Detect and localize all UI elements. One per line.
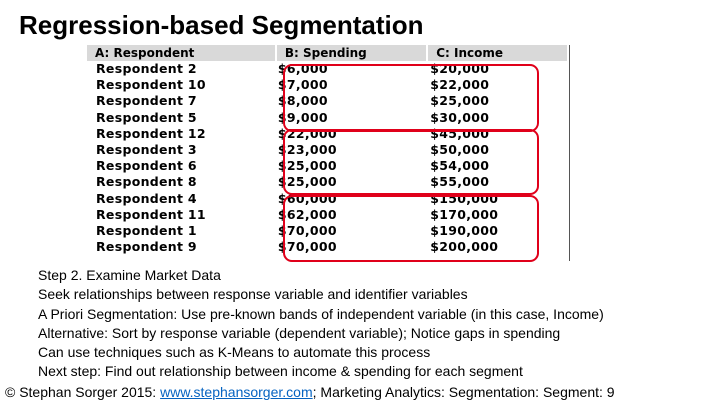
income-cell: $200,000 bbox=[430, 239, 499, 255]
income-cell: $54,000 bbox=[430, 158, 490, 174]
respondent-cell: Respondent 2 bbox=[96, 61, 197, 76]
column-header-respondent: A: Respondent bbox=[87, 45, 276, 61]
body-line-step: Step 2. Examine Market Data bbox=[38, 267, 221, 283]
respondent-cell: Respondent 10 bbox=[96, 77, 206, 93]
segment-highlight-mid bbox=[283, 129, 539, 195]
respondent-cell: Respondent 3 bbox=[96, 142, 197, 158]
table-header-row bbox=[87, 45, 568, 61]
respondent-cell: Respondent 4 bbox=[96, 190, 197, 206]
spending-cell: $70,000 bbox=[277, 239, 337, 255]
spending-cell: $25,000 bbox=[277, 174, 337, 190]
slide-footer bbox=[5, 384, 615, 400]
spending-cell: $70,000 bbox=[277, 223, 337, 239]
spending-cell: $23,000 bbox=[277, 142, 337, 158]
income-cell: $30,000 bbox=[430, 109, 490, 125]
income-cell: $190,000 bbox=[430, 223, 499, 239]
income-cell: $170,000 bbox=[430, 206, 499, 222]
spending-cell: $6,000 bbox=[277, 61, 328, 76]
footer-copyright: © Stephan Sorger 2015: bbox=[5, 384, 161, 400]
respondent-cell: Respondent 12 bbox=[96, 125, 206, 141]
column-header-income: C: Income bbox=[427, 45, 568, 61]
income-cell: $55,000 bbox=[430, 174, 490, 190]
respondent-cell: Respondent 5 bbox=[96, 109, 197, 125]
spending-cell: $7,000 bbox=[277, 77, 328, 93]
respondent-cell: Respondent 7 bbox=[96, 93, 197, 109]
respondent-cell: Respondent 11 bbox=[96, 206, 206, 222]
spending-cell: $8,000 bbox=[277, 93, 328, 109]
spending-cell: $60,000 bbox=[277, 190, 337, 206]
spending-cell: $22,000 bbox=[277, 125, 337, 141]
respondent-cell: Respondent 1 bbox=[96, 223, 197, 239]
spending-cell: $9,000 bbox=[277, 109, 328, 125]
spending-cell: $62,000 bbox=[277, 206, 337, 222]
slide-body bbox=[38, 266, 604, 382]
respondent-cell: Respondent 8 bbox=[96, 174, 197, 190]
body-line-relationships: Seek relationships between response variable and identifier variables bbox=[38, 286, 468, 303]
slide-title: Regression-based Segmentation bbox=[19, 10, 424, 40]
segment-highlight-high bbox=[283, 195, 539, 262]
income-cell: $150,000 bbox=[430, 190, 499, 206]
body-line-alternative: Alternative: Sort by response variable (dependent variable); Notice gaps in spending bbox=[38, 324, 561, 341]
income-cell: $25,000 bbox=[430, 93, 490, 109]
income-cell: $20,000 bbox=[430, 61, 490, 76]
income-cell: $45,000 bbox=[430, 125, 490, 141]
footer-website-link[interactable]: www.stephansorger.com bbox=[160, 384, 313, 400]
column-header-spending: B: Spending bbox=[276, 45, 427, 61]
respondent-cell: Respondent 6 bbox=[96, 158, 197, 174]
footer-course-info: ; Marketing Analytics: Segmentation: Segment: 9 bbox=[312, 384, 615, 400]
respondent-cell: Respondent 9 bbox=[96, 239, 197, 255]
body-line-kmeans: Can use techniques such as K-Means to automate this process bbox=[38, 344, 431, 361]
income-cell: $22,000 bbox=[430, 77, 490, 93]
body-line-a-priori: A Priori Segmentation: Use pre-known bands of independent variable (in this case, Income) bbox=[38, 305, 604, 322]
income-cell: $50,000 bbox=[430, 142, 490, 158]
segment-highlight-low bbox=[283, 64, 539, 132]
body-line-next-step: Next step: Find out relationship between income & spending for each segment bbox=[38, 363, 523, 380]
spending-cell: $25,000 bbox=[277, 158, 337, 174]
